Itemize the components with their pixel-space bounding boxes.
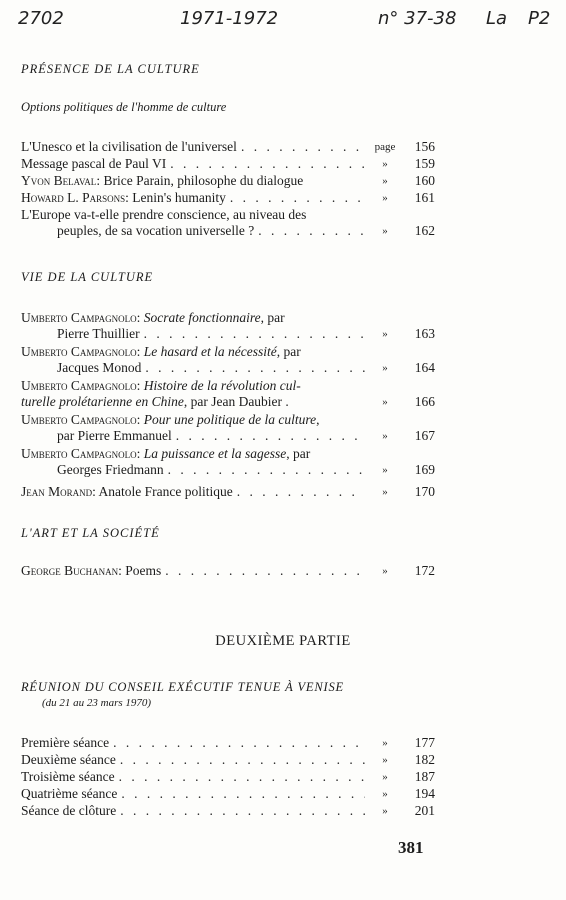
toc-entry: Umberto Campagnolo: Histoire de la révolution cul- turelle prolétarienne en Chine, par Jean Daubier . » 166 [21, 378, 435, 409]
entry-title: Histoire de la révolution cul- [143, 378, 301, 393]
ditto-mark: » [382, 362, 388, 374]
ditto-mark: » [382, 486, 388, 498]
toc-entry: Yvon Belaval: Brice Parain, philosophe du dialogue » 160 [21, 173, 435, 188]
page-folio: 381 [398, 838, 424, 857]
dot-leader [121, 786, 365, 802]
entry-title: Deuxième séance [21, 752, 116, 767]
entry-title: Première séance [21, 735, 110, 750]
ditto-mark: » [382, 754, 388, 766]
ditto-mark: » [382, 788, 388, 800]
page-number: 161 [414, 190, 435, 205]
entry-title: Troisième séance [21, 769, 115, 784]
entry-title: Anatole France politique [98, 484, 233, 499]
toc-entry [21, 735, 435, 751]
ditto-mark: » [382, 565, 388, 577]
entry-credit: , par Jean Daubier . [183, 394, 289, 409]
entry-title: Séance de clôture [21, 803, 117, 818]
entry-title: Le hasard et la nécessité [143, 344, 277, 359]
entry-title: Brice Parain, philosophe du dialogue [103, 173, 304, 188]
dot-leader [165, 563, 365, 579]
page-number: 177 [414, 735, 435, 750]
entry-title-cont: peuples, de sa vocation universelle ? [57, 223, 255, 238]
entry-credit: Georges Friedmann [57, 462, 164, 477]
page-number: 156 [414, 139, 435, 154]
toc-entry: George Buchanan: Poems . . . » 172 [21, 563, 435, 579]
page-number: 160 [414, 173, 435, 188]
entry-title: Pour une politique de la culture [143, 412, 317, 427]
dot-leader [237, 484, 365, 500]
toc-entry [21, 786, 435, 802]
entry-author: Umberto Campagnolo [21, 310, 137, 325]
ditto-mark: » [382, 464, 388, 476]
ditto-mark: » [382, 396, 388, 408]
entry-title: L'Europe va-t-elle prendre conscience, au niveau des [21, 207, 307, 222]
dot-leader [258, 223, 365, 239]
toc-entry [21, 803, 435, 819]
ditto-mark: » [382, 175, 388, 187]
entry-author: Yvon Belaval [21, 173, 97, 188]
section-heading-presence: PRÉSENCE DE LA CULTURE [21, 62, 200, 76]
ditto-mark: » [382, 158, 388, 170]
entry-author: George Buchanan [21, 563, 119, 578]
ditto-mark: » [382, 192, 388, 204]
subheading-dates: (du 21 au 23 mars 1970) [42, 697, 152, 709]
section-heading-art: L'ART ET LA SOCIÉTÉ [21, 526, 160, 540]
page-number: 164 [414, 360, 435, 375]
page-number: 159 [414, 156, 435, 171]
dot-leader [113, 735, 365, 751]
dot-leader [119, 769, 365, 785]
handwritten-years: 1971-1972 [180, 8, 279, 29]
entry-title: L'Unesco et la civilisation de l'universel [21, 139, 237, 154]
ditto-mark: » [382, 805, 388, 817]
page-number: 172 [414, 563, 435, 578]
entry-credit: Pierre Thuillier [57, 326, 140, 341]
page-number: 187 [414, 769, 435, 784]
toc-entry [21, 139, 435, 155]
ditto-mark: » [382, 737, 388, 749]
page-number: 194 [414, 786, 435, 801]
ditto-mark: » [382, 430, 388, 442]
entry-author: Umberto Campagnolo [21, 412, 137, 427]
section-heading-vie: VIE DE LA CULTURE [21, 270, 154, 284]
section-heading-reunion: RÉUNION DU CONSEIL EXÉCUTIF TENUE À VENISE [21, 680, 344, 694]
entry-author: Howard L. Parsons [21, 190, 126, 205]
toc-entry: Howard L. Parsons: Lenin's humanity . . . » 161 [21, 190, 435, 206]
page-number: 167 [414, 428, 435, 443]
toc-entry: Umberto Campagnolo: Pour une politique de la culture, par Pierre Emmanuel . . . » 167 [21, 412, 435, 444]
toc-entry: Umberto Campagnolo: Le hasard et la nécessité, par Jacques Monod . . . » 164 [21, 344, 435, 376]
part-title: DEUXIÈME PARTIE [215, 633, 351, 649]
page-number: 162 [414, 223, 435, 238]
toc-entry [21, 752, 435, 768]
handwritten-p2: P2 [528, 8, 551, 29]
dot-leader [230, 190, 365, 206]
dot-leader [176, 428, 365, 444]
toc-entry: Umberto Campagnolo: Socrate fonctionnaire, par Pierre Thuillier . . . » 163 [21, 310, 435, 342]
entry-author: Umberto Campagnolo [21, 378, 137, 393]
ditto-mark: » [382, 328, 388, 340]
toc-entry [21, 207, 435, 239]
entry-author: Umberto Campagnolo [21, 446, 137, 461]
entry-title: Message pascal de Paul VI [21, 156, 167, 171]
handwritten-number: 2702 [18, 8, 64, 29]
toc-entry: Jean Morand: Anatole France politique . . . » 170 [21, 484, 435, 500]
page-number: 170 [414, 484, 435, 499]
entry-title: Quatrième séance [21, 786, 118, 801]
entry-author: Jean Morand [21, 484, 93, 499]
dot-leader [144, 326, 365, 342]
dot-leader [120, 752, 365, 768]
entry-author: Umberto Campagnolo [21, 344, 137, 359]
entry-title: Lenin's humanity [132, 190, 226, 205]
entry-title-cont: turelle prolétarienne en Chine [21, 394, 184, 409]
dot-leader [170, 156, 365, 172]
ditto-mark: » [382, 225, 388, 237]
handwritten-la: La [486, 8, 508, 29]
toc-entry: Umberto Campagnolo: La puissance et la sagesse, par Georges Friedmann . . . » 169 [21, 446, 435, 478]
toc-entry [21, 156, 435, 172]
page-number: 163 [414, 326, 435, 341]
ditto-mark: » [382, 771, 388, 783]
page-number: 182 [414, 752, 435, 767]
handwritten-issue: n° 37-38 [378, 8, 457, 29]
page-number: 166 [414, 394, 435, 409]
entry-credit: par Pierre Emmanuel [57, 428, 172, 443]
page-number: 169 [414, 462, 435, 477]
entry-title: La puissance et la sagesse [143, 446, 287, 461]
toc-entry [21, 769, 435, 785]
entry-title: Poems [125, 563, 162, 578]
entry-title: Socrate fonctionnaire [143, 310, 261, 325]
dot-leader [241, 139, 365, 155]
entry-credit: Jacques Monod [57, 360, 142, 375]
dot-leader [145, 360, 365, 376]
page-label: page [374, 141, 396, 153]
dot-leader [120, 803, 365, 819]
dot-leader [168, 462, 365, 478]
subheading-options: Options politiques de l'homme de culture [21, 100, 227, 114]
page-number: 201 [414, 803, 435, 818]
